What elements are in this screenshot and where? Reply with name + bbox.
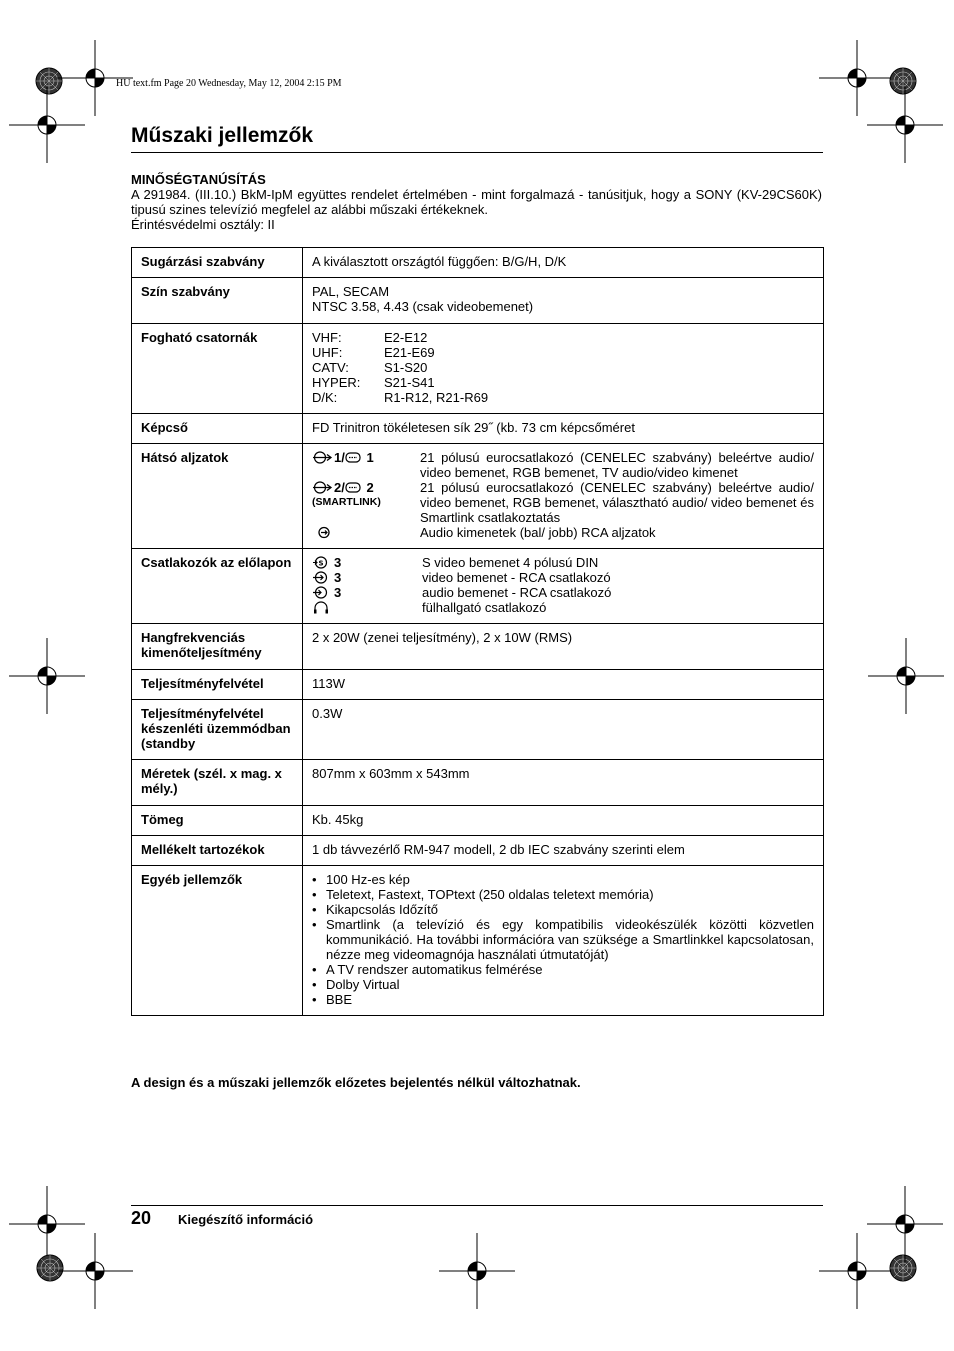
row-value: A kiválasztott országtól függően: B/G/H, D/K [303,248,824,278]
row-value: 1 db távvezérlő RM-947 modell, 2 db IEC szabvány szerinti elem [303,836,824,866]
band-range: E2-E12 [384,330,428,345]
list-item: • Kikapcsolás Időzítő [312,902,814,917]
row-value [303,444,824,549]
row-label: Csatlakozók az előlapon [132,549,303,624]
list-item: • Dolby Virtual [312,977,814,992]
row-label: Teljesítményfelvétel készenléti üzemmódban (standby [132,700,303,760]
list-item: • BBE [312,992,814,1007]
row-label: Egyéb jellemzők [132,866,303,1016]
band-name: D/K: [312,390,338,405]
row-value [303,866,824,1016]
row-label: Méretek (szél. x mag. x mély.) [132,760,303,806]
channel-list [312,330,814,405]
front-connector-key [312,555,422,570]
list-item: • A TV rendszer automatikus felmérése [312,962,814,977]
row-value [303,324,824,414]
row-value: 807mm x 603mm x 543mm [303,760,824,806]
scart-input-icon [312,481,334,494]
certification-block [131,172,822,232]
row-value: Kb. 45kg [303,806,824,836]
color-standard-line: NTSC 3.58, 4.43 (csak videobemenet) [312,299,534,314]
row-label: Szín szabvány [132,278,303,324]
band-range: E21-E69 [384,345,435,360]
row-label: Hangfrekvenciás kimenőteljesítmény [132,624,303,670]
front-connector-desc: S video bemenet 4 pólusú DIN [422,555,599,570]
table-row [132,670,824,700]
list-item: • 100 Hz-es kép [312,872,814,887]
connector-number: 3 [334,555,342,570]
scart-output-icon [345,481,363,494]
band-range: R1-R12, R21-R69 [384,390,489,405]
band-name: UHF: [312,345,343,360]
row-value: 2 x 20W (zenei teljesítmény), 2 x 10W (RMS) [303,624,824,670]
audio-output-icon [316,526,332,539]
row-value: 113W [303,670,824,700]
table-row [132,806,824,836]
color-standard-line: PAL, SECAM [312,284,390,299]
scart-input-icon [312,451,334,464]
front-connector-desc: fülhallgató csatlakozó [422,600,547,615]
rear-connector-3-desc: Audio kimenetek (bal/ jobb) RCA aljzatok [420,525,656,540]
rear-connector-2-key [312,480,420,525]
table-row [132,866,824,1016]
spec-table [131,247,824,1016]
rear-connector-1-key [312,450,420,480]
table-row [132,624,824,670]
svg-text:S: S [318,559,324,568]
front-connector-desc: video bemenet - RCA csatlakozó [422,570,611,585]
s-video-input-icon [312,556,334,569]
row-label: Sugárzási szabvány [132,248,303,278]
table-row [132,444,824,549]
certification-text: A 291984. (III.10.) BkM-IpM együttes rendelet értelmében - mint forgalmazá - tanúsitjuk, hogy a SONY (KV-29CS60K) tipusú szines televízió megfelel az alábbi műszaki értékeknek. [131,187,822,217]
scart-output-icon [345,451,363,464]
table-row [132,700,824,760]
connector-key: 1 [362,450,374,465]
certification-heading: MINŐSÉGTANÚSÍTÁS [131,172,266,187]
headphones-icon [312,601,334,614]
footer-section: Kiegészítő információ [178,1212,314,1227]
table-row [132,248,824,278]
title-rule [131,152,823,153]
band-name: VHF: [312,330,342,345]
front-connector-key [312,585,422,600]
row-label: Képcső [132,414,303,444]
connector-number: 3 [334,585,342,600]
rear-connector-3-key [312,525,420,540]
table-row [132,836,824,866]
list-item: • Teletext, Fastext, TOPtext (250 oldalas teletext memória) [312,887,814,902]
smartlink-label: (SMARTLINK) [312,496,381,508]
table-row [132,549,824,624]
change-notice: A design és a műszaki jellemzők előzetes bejelentés nélkül változhatnak. [131,1075,581,1090]
page-title: Műszaki jellemzők [131,124,314,147]
band-range: S1-S20 [384,360,428,375]
front-connector-key [312,600,422,615]
audio-input-icon [312,586,334,599]
band-name: HYPER: [312,375,361,390]
file-header: HU text.fm Page 20 Wednesday, May 12, 2004 2:15 PM [116,78,342,89]
table-row [132,760,824,806]
connector-key: 2/ [334,480,345,495]
front-connector-list [312,555,814,615]
row-label: Hátsó aljzatok [132,444,303,549]
list-item: • Smartlink (a televízió és egy kompatibilis videokészülék közötti közvetlen kommunikáció. Ha további információra van szüksége a Smartlinkkel kapcsolatosan, nézze meg videomagnója használati útmutatóját) [312,917,814,962]
video-input-icon [312,571,334,584]
connector-key: 1/ [334,450,345,465]
row-label: Fogható csatornák [132,324,303,414]
front-connector-desc: audio bemenet - RCA csatlakozó [422,585,612,600]
connector-key: 2 [362,480,374,495]
row-value: FD Trinitron tökéletesen sík 29˝ (kb. 73 cm képcsőméret [303,414,824,444]
row-value: 0.3W [303,700,824,760]
band-name: CATV: [312,360,349,375]
page-number: 20 [131,1208,152,1228]
row-value [303,278,824,324]
rear-connector-1-desc: 21 pólusú eurocsatlakozó (CENELEC szabvány) beleértve audio/ video bemenet, RGB bemenet, TV audio/video kimenet [420,450,814,480]
row-label: Tömeg [132,806,303,836]
rear-connector-2-desc: 21 pólusú eurocsatlakozó (CENELEC szabvány) beleértve audio/ video bemenet, RGB bemenet, választható audio/ video bemenet és Smartlink csatlakoztatás [420,480,814,525]
band-range: S21-S41 [384,375,435,390]
table-row [132,278,824,324]
front-connector-key [312,570,422,585]
row-label: Teljesítményfelvétel [132,670,303,700]
table-row [132,324,824,414]
connector-number: 3 [334,570,342,585]
table-row [132,414,824,444]
protection-class: Érintésvédelmi osztály: II [131,217,275,232]
row-value [303,549,824,624]
feature-list [312,872,814,1007]
rear-connector-list [312,450,814,540]
footer-rule [131,1205,823,1206]
row-label: Mellékelt tartozékok [132,836,303,866]
